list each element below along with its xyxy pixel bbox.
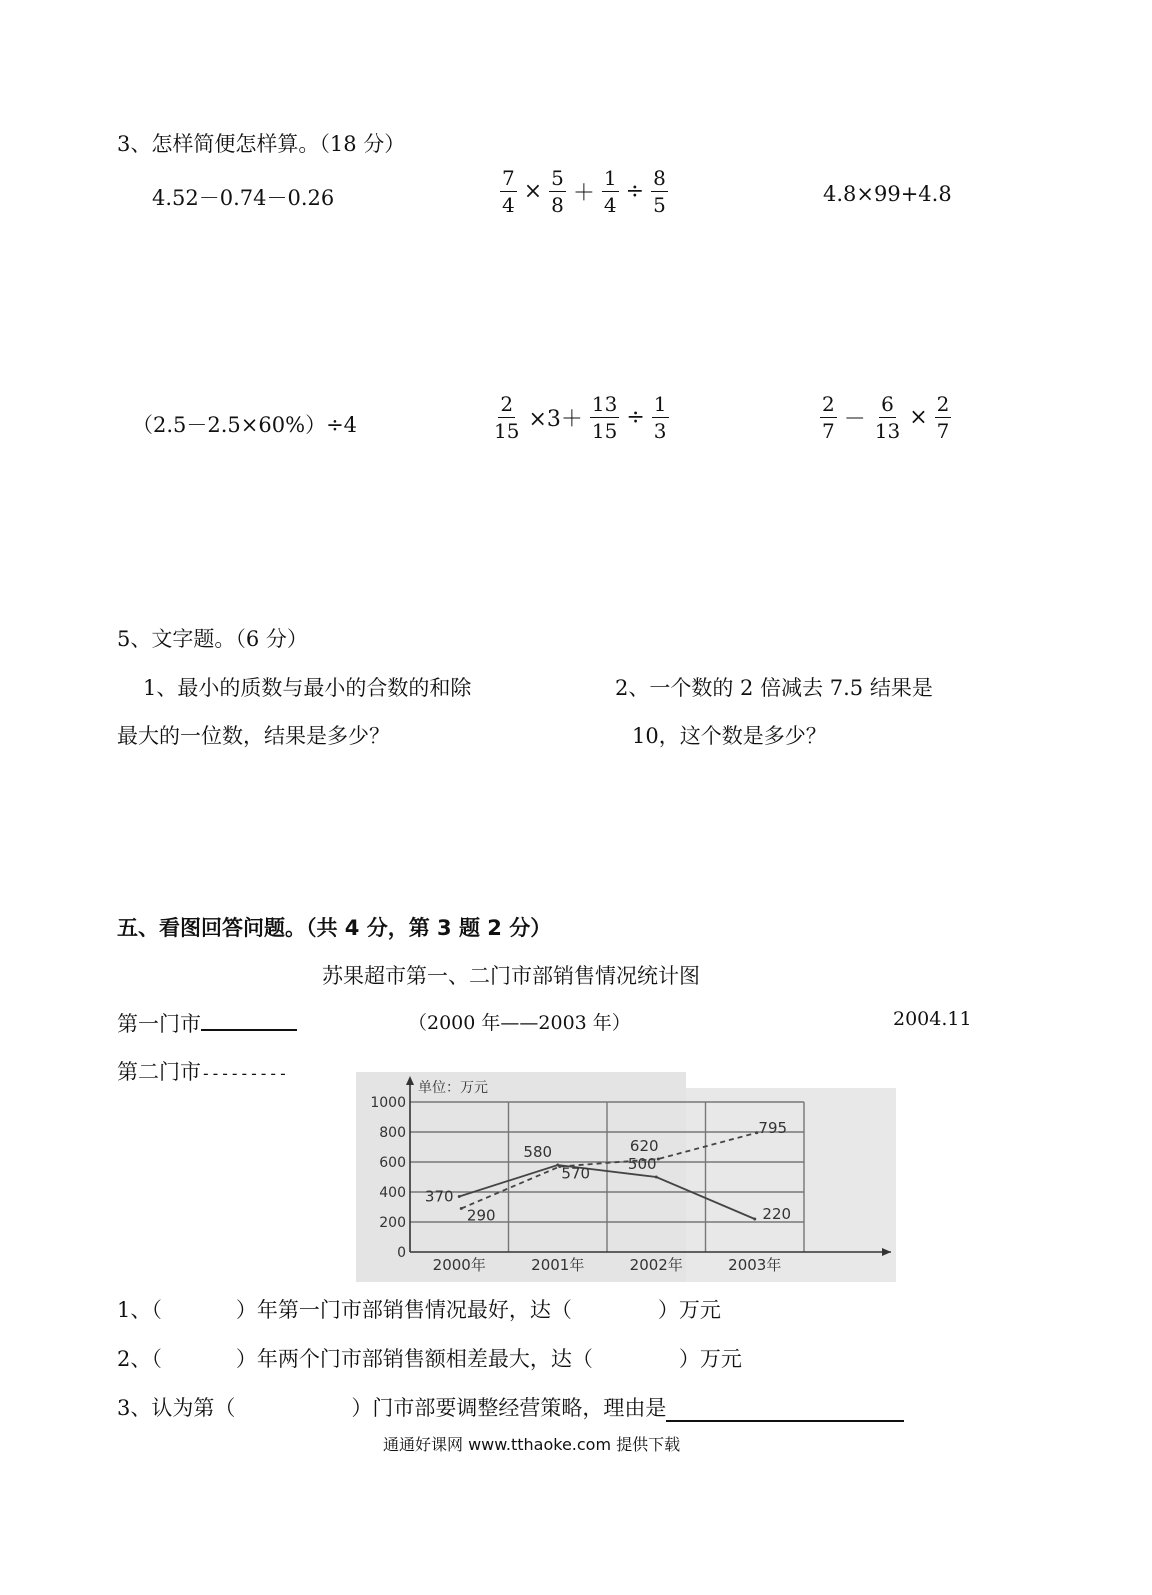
sales-line-chart [356,1072,896,1282]
chart-svg [356,1072,896,1282]
operator: ÷ [625,179,645,204]
q5-problem-2-line-2: 10，这个数是多少？ [632,724,827,748]
question-3-part-b: ）门市部要调整经营策略，理由是 [351,1396,667,1420]
fraction: $\frac{7}{4}$ [502,166,515,217]
legend-store-2 [117,1056,288,1086]
photo-bg-right [686,1088,896,1282]
footer-credit: 通通好课网 www.tthaoke.com 提供下载 [383,1435,681,1454]
x-tick-label: 2002年 [629,1256,683,1274]
question-2-part-c: ）万元 [678,1347,742,1371]
question-2 [117,1343,742,1373]
y-tick-label: 1000 [370,1095,406,1111]
y-tick-label: 0 [397,1245,406,1261]
legend-store-1-label: 第一门市 [117,1012,201,1036]
question-1-part-a: 1、（ [117,1298,162,1322]
question-3 [117,1392,904,1422]
operator: × [523,179,543,204]
question-1-part-c: ）万元 [657,1298,721,1322]
section-heading: 五、看图回答问题。（共 4 分，第 3 题 2 分） [117,916,552,940]
data-label: 220 [762,1205,792,1223]
data-point [753,1218,756,1221]
answer-line[interactable] [666,1398,904,1422]
data-label: 620 [629,1137,659,1155]
operator: × [909,405,928,430]
data-label: 290 [466,1206,496,1225]
data-point [657,1158,660,1161]
q3-expr-4: （2.5－2.5×60%）÷4 [132,413,358,437]
q3-heading: 3、怎样简便怎样算。（18 分） [117,132,406,156]
legend-store-2-label: 第二门市 [117,1060,201,1084]
q5-problem-2-line-1: 2、一个数的 2 倍减去 7.5 结果是 [615,676,933,700]
q5-problem-1-line-2: 最大的一位数，结果是多少？ [117,724,390,748]
question-1-part-b: ）年第一门市部销售情况最好，达（ [235,1298,572,1322]
fraction: $\frac{6}{13}$ [874,392,901,443]
operator: ÷ [626,405,645,430]
data-point [655,1176,658,1179]
data-point [458,1195,461,1198]
data-point [460,1207,463,1210]
data-label: 580 [523,1143,553,1161]
date-label: 2004.11 [893,1008,972,1030]
q3-expr-5 [488,394,673,441]
question-2-part-b: ）年两个门市部销售额相差最大，达（ [235,1347,593,1371]
x-tick-label: 2000年 [432,1256,486,1274]
data-label: 370 [424,1187,454,1206]
period-label: （2000 年——2003 年） [408,1012,631,1034]
q3-expr-2 [496,168,672,215]
fraction: $\frac{2}{15}$ [494,392,520,443]
question-3-part-a: 3、认为第（ [117,1396,236,1420]
fraction: $\frac{1}{3}$ [653,392,667,443]
fraction: $\frac{2}{7}$ [822,392,835,443]
fraction: $\frac{5}{8}$ [551,166,564,217]
operator: － [843,407,866,432]
y-tick-label: 600 [379,1155,406,1171]
q5-heading: 5、文字题。（6 分） [117,627,308,651]
chart-title: 苏果超市第一、二门市部销售情况统计图 [322,964,700,988]
data-label: 570 [561,1164,591,1183]
legend-store-1 [117,1008,297,1038]
operator: ＋ [572,181,595,206]
q5-problem-1-line-1: 1、最小的质数与最小的合数的和除 [143,676,472,700]
x-tick-label: 2001年 [531,1256,585,1274]
y-tick-label: 800 [379,1125,406,1141]
operator: ×3＋ [528,407,583,432]
y-tick-label: 200 [379,1215,406,1231]
data-label: 500 [627,1155,657,1173]
question-1 [117,1294,721,1324]
fraction: $\frac{8}{5}$ [653,166,666,217]
x-tick-label: 2003年 [728,1256,782,1274]
data-label: 795 [758,1118,788,1137]
y-axis-unit-label: 单位：万元 [418,1080,488,1096]
q3-expr-3: 4.8×99+4.8 [823,182,952,206]
q3-expr-1: 4.52－0.74－0.26 [152,186,335,210]
legend-solid-line [201,1009,297,1031]
fraction: $\frac{2}{7}$ [936,392,950,443]
question-2-part-a: 2、（ [117,1347,162,1371]
fraction: $\frac{1}{4}$ [603,166,617,217]
legend-dashed-line: --------- [201,1064,288,1083]
fraction: $\frac{13}{15}$ [591,392,618,443]
y-tick-label: 400 [379,1185,406,1201]
q3-expr-6 [816,394,955,441]
